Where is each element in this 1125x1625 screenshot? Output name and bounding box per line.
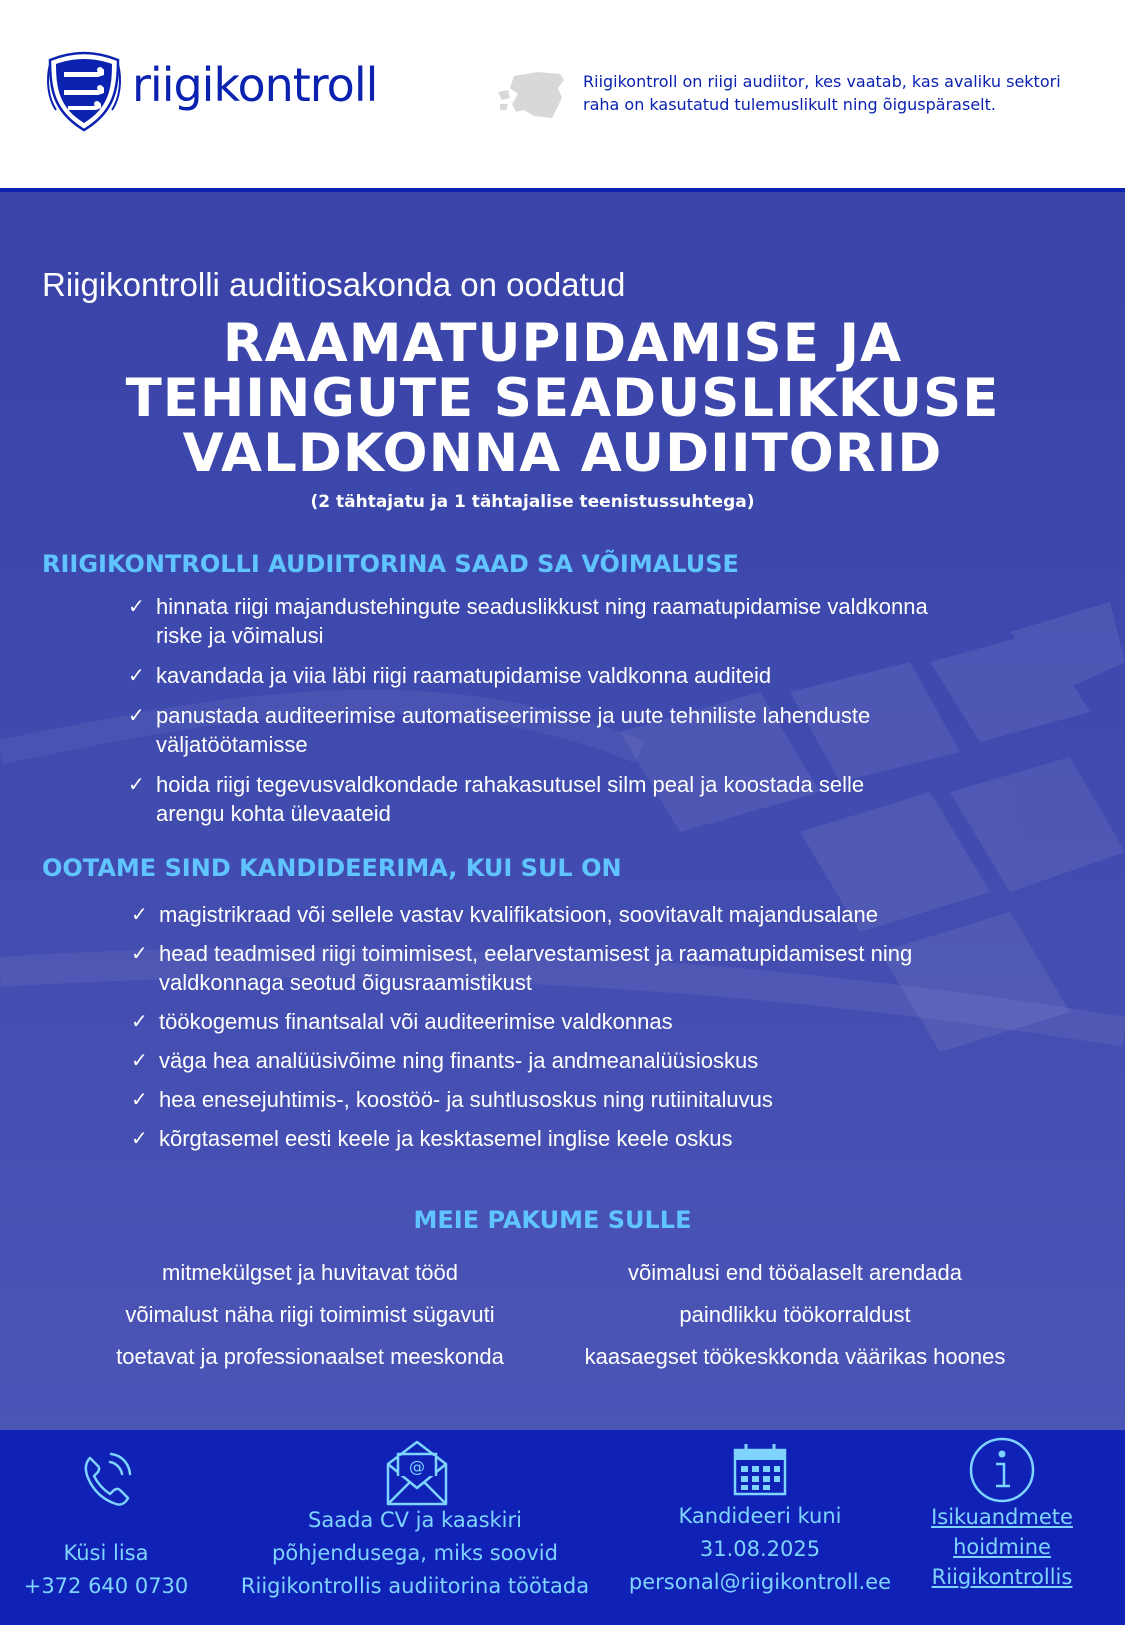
- list-item: ✓ väga hea analüüsivõime ning finants- ja andmeanalüüsioskus: [131, 1048, 759, 1073]
- checkmark-icon: ✓: [128, 703, 145, 727]
- list-item: ✓ hoida riigi tegevusvaldkondade rahakasutusel silm peal ja koostada selle arengu kohta ülevaateid: [128, 772, 865, 826]
- calendar-icon: [732, 1442, 788, 1498]
- checkmark-icon: ✓: [128, 772, 145, 796]
- headline-line: RAAMATUPIDAMISE JA: [222, 313, 903, 374]
- email-link[interactable]: personal@riigikontroll.ee: [628, 1570, 892, 1594]
- checkmark-icon: ✓: [131, 1126, 148, 1150]
- deadline-info: Kandideeri kuni 31.08.2025 personal@riigikontroll.ee: [610, 1500, 910, 1599]
- checkmark-icon: ✓: [131, 941, 148, 965]
- offer-item: kaasaegset töökeskkonda väärikas hoones: [584, 1344, 1006, 1369]
- list-item: ✓ töökogemus finantsalal või auditeerimise valdkonnas: [131, 1009, 673, 1034]
- checkmark-icon: ✓: [131, 1087, 148, 1111]
- offer-column-left: [60, 1258, 560, 1384]
- requirements-title: OOTAME SIND KANDIDEERIMA, KUI SUL ON: [42, 854, 622, 882]
- estonia-map-icon: [494, 70, 566, 120]
- checkmark-icon: ✓: [128, 594, 145, 618]
- application-instructions: Saada CV ja kaaskiri põhjendusega, miks soovid Riigikontrollis audiitorina töötada: [240, 1508, 590, 1598]
- offer-item: paindlikku töökorraldust: [679, 1302, 911, 1327]
- checkmark-icon: ✓: [128, 663, 145, 687]
- list-item: ✓ panustada auditeerimise automatiseerimisse ja uute tehniliste lahenduste väljatöötamisse: [128, 703, 871, 757]
- offer-item: toetavat ja professionaalset meeskonda: [116, 1344, 504, 1369]
- offer-column-right: [545, 1258, 1045, 1384]
- phone-icon: [80, 1448, 136, 1508]
- checkmark-icon: ✓: [131, 1009, 148, 1033]
- offer-item: võimalust näha riigi toimimist sügavuti: [125, 1302, 495, 1327]
- phone-contact: Küsi lisa +372 640 0730: [0, 1537, 212, 1603]
- list-item: ✓ head teadmised riigi toimimisest, eelarvestamisest ja raamatupidamisest ning valdkonnaga seotud õigusraamistikust: [131, 941, 913, 995]
- opportunity-list: [128, 592, 1028, 828]
- subheadline: (2 tähtajatu ja 1 tähtajalise teenistussuhtega): [310, 492, 755, 512]
- checkmark-icon: ✓: [131, 902, 148, 926]
- brand-wordmark: riigikontroll: [132, 58, 378, 112]
- offer-title: MEIE PAKUME SULLE: [413, 1206, 692, 1234]
- intro-text: Riigikontrolli auditiosakonda on oodatud: [42, 266, 626, 303]
- list-item: ✓ kavandada ja viia läbi riigi raamatupidamise valdkonna auditeid: [128, 663, 772, 688]
- phone-number[interactable]: +372 640 0730: [23, 1574, 189, 1598]
- list-item: ✓ kõrgtasemel eesti keele ja kesktasemel inglise keele oskus: [131, 1126, 733, 1151]
- headline-line: TEHINGUTE SEADUSLIKKUSE: [125, 368, 1000, 429]
- privacy-link[interactable]: Isikuandmete hoidmine Riigikontrollis: [931, 1505, 1073, 1589]
- main-content: [0, 192, 1125, 1430]
- envelope-icon: [384, 1436, 450, 1508]
- headline: [0, 313, 1125, 484]
- footer: [0, 1430, 1125, 1625]
- requirements-list: [131, 900, 1031, 1153]
- headline-line: VALDKONNA AUDIITORID: [182, 423, 943, 484]
- checkmark-icon: ✓: [131, 1048, 148, 1072]
- offer-item: võimalusi end tööalaselt arendada: [628, 1260, 962, 1285]
- list-item: ✓ hea enesejuhtimis-, koostöö- ja suhtlusoskus ning rutiinitaluvus: [131, 1087, 773, 1112]
- info-icon: [968, 1436, 1036, 1504]
- list-item: ✓ hinnata riigi majandustehingute seaduslikkust ning raamatupidamise valdkonna riske ja võimalusi: [128, 594, 928, 648]
- offer-item: mitmekülgset ja huvitavat tööd: [162, 1260, 458, 1285]
- svg-text:@: @: [409, 1457, 425, 1476]
- tagline: Riigikontroll on riigi audiitor, kes vaatab, kas avaliku sektori raha on kasutatud tulemuslikult ning õiguspäraselt.: [583, 72, 1061, 114]
- opportunity-title: RIIGIKONTROLLI AUDIITORINA SAAD SA VÕIMALUSE: [42, 550, 739, 578]
- deadline-date: 31.08.2025: [699, 1537, 821, 1561]
- header: [0, 0, 1125, 192]
- coat-of-arms-icon: [44, 50, 124, 134]
- list-item: ✓ magistrikraad või sellele vastav kvalifikatsioon, soovitavalt majandusalane: [131, 902, 879, 927]
